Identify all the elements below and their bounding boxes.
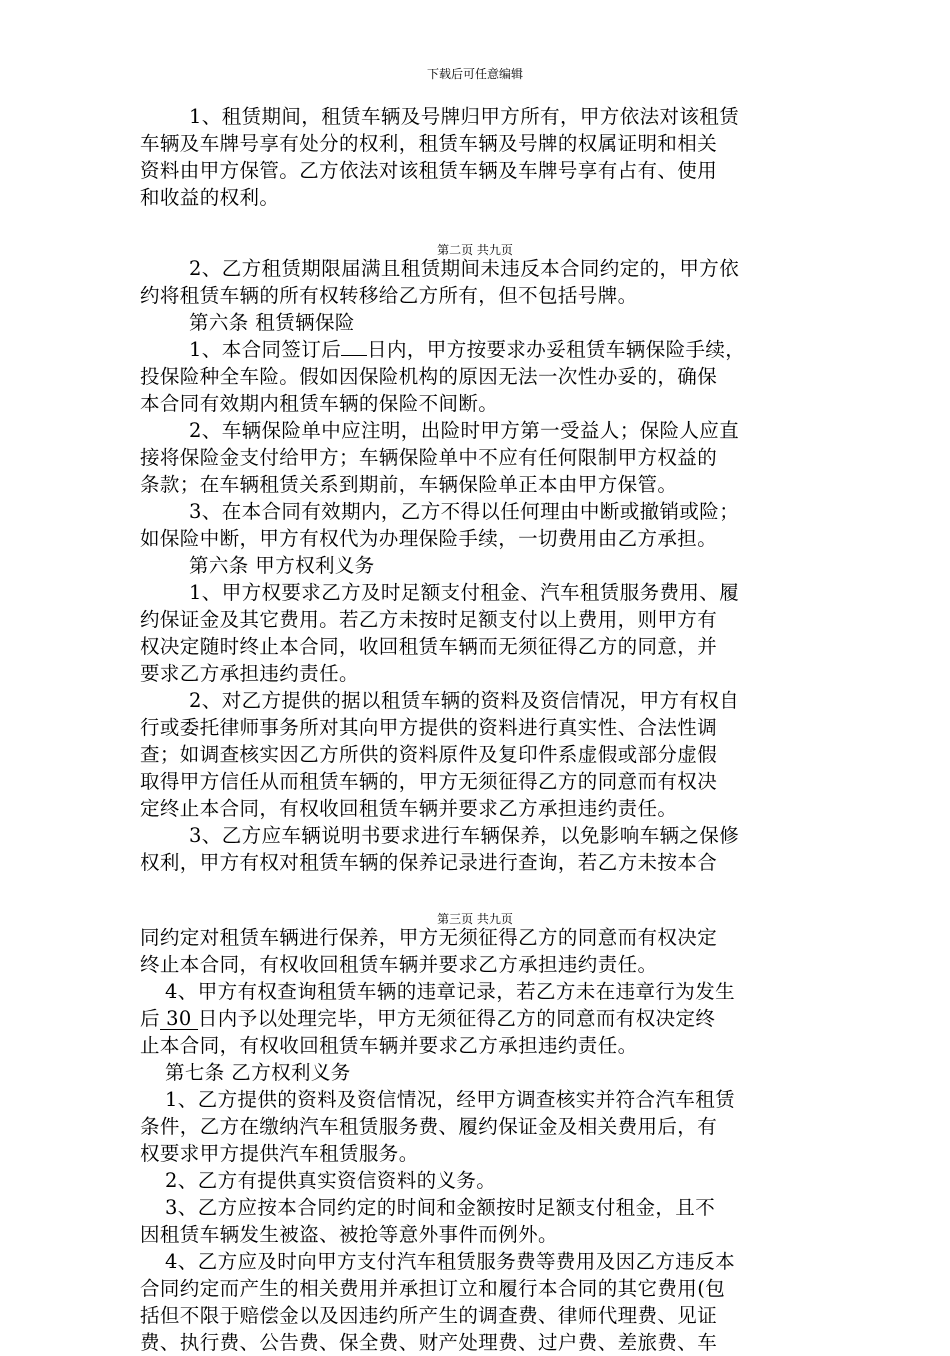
text-line xyxy=(140,1005,715,1032)
text-line: 接将保险金支付给甲方；车辆保险单中不应有任何限制甲方权益的 xyxy=(140,445,718,469)
page-marker: 第二页 共九页 xyxy=(437,243,513,257)
text-line: 第六条 甲方权利义务 xyxy=(189,553,375,577)
text-line: 第六条 租赁辆保险 xyxy=(189,310,355,334)
text-line: 资料由甲方保管。乙方依法对该租赁车辆及车牌号享有占有、使用 xyxy=(140,158,718,182)
text-line: 要求乙方承担违约责任。 xyxy=(140,661,359,685)
text-line: 权要求甲方提供汽车租赁服务。 xyxy=(140,1141,419,1165)
text-segment: 日内，甲方按要求办妥租赁车辆保险手续， xyxy=(367,337,746,361)
text-line: 条件，乙方在缴纳汽车租赁服务费、履约保证金及相关费用后，有 xyxy=(140,1114,718,1138)
text-line: 3、在本合同有效期内，乙方不得以任何理由中断或撤销或险； xyxy=(189,499,740,523)
text-segment: 日内予以处理完毕，甲方无须征得乙方的同意而有权决定终 xyxy=(197,1006,716,1030)
text-line: 4、甲方有权查询租赁车辆的违章记录，若乙方未在违章行为发生 xyxy=(165,979,736,1003)
text-line: 如保险中断，甲方有权代为办理保险手续，一切费用由乙方承担。 xyxy=(140,526,718,550)
text-segment: 1、本合同签订后 xyxy=(189,337,342,361)
text-line: 查；如调查核实因乙方所供的资料原件及复印件系虚假或部分虚假 xyxy=(140,742,718,766)
text-line: 1、乙方提供的资料及资信情况，经甲方调查核实并符合汽车租赁 xyxy=(165,1087,736,1111)
text-line: 约将租赁车辆的所有权转移给乙方所有，但不包括号牌。 xyxy=(140,283,638,307)
text-line: 行或委托律师事务所对其向甲方提供的资料进行真实性、合法性调 xyxy=(140,715,718,739)
text-line: 2、乙方租赁期限届满且租赁期间未违反本合同约定的，甲方依 xyxy=(189,256,740,280)
text-line: 约保证金及其它费用。若乙方未按时足额支付以上费用，则甲方有 xyxy=(140,607,718,631)
page-header: 下载后可任意编辑 xyxy=(426,67,523,81)
blank-underline xyxy=(341,355,367,356)
text-line: 合同约定而产生的相关费用并承担订立和履行本合同的其它费用(包 xyxy=(140,1276,726,1300)
text-line: 取得甲方信任从而租赁车辆的，甲方无须征得乙方的同意而有权决 xyxy=(140,769,718,793)
text-line: 2、乙方有提供真实资信资料的义务。 xyxy=(165,1168,497,1192)
text-line: 1、租赁期间，租赁车辆及号牌归甲方所有，甲方依法对该租赁 xyxy=(189,104,740,128)
text-line: 止本合同，有权收回租赁车辆并要求乙方承担违约责任。 xyxy=(140,1033,638,1057)
text-line: 权利，甲方有权对租赁车辆的保养记录进行查询，若乙方未按本合 xyxy=(140,850,718,874)
text-line: 车辆及车牌号享有处分的权利，租赁车辆及号牌的权属证明和相关 xyxy=(140,131,718,155)
text-line: 费、执行费、公告费、保全费、财产处理费、过户费、差旅费、车 xyxy=(140,1330,718,1354)
text-line: 条款；在车辆租赁关系到期前，车辆保险单正本由甲方保管。 xyxy=(140,472,678,496)
text-line: 终止本合同，有权收回租赁车辆并要求乙方承担违约责任。 xyxy=(140,952,658,976)
text-line: 权决定随时终止本合同，收回租赁车辆而无须征得乙方的同意，并 xyxy=(140,634,718,658)
text-line: 括但不限于赔偿金以及因违约所产生的调查费、律师代理费、见证 xyxy=(140,1303,718,1327)
text-segment: 后 xyxy=(140,1006,160,1030)
text-line: 4、乙方应及时向甲方支付汽车租赁服务费等费用及因乙方违反本 xyxy=(165,1249,736,1273)
text-line: 和收益的权利。 xyxy=(140,185,280,209)
text-line: 同约定对租赁车辆进行保养，甲方无须征得乙方的同意而有权决定 xyxy=(140,925,718,949)
blank-underline: 30 xyxy=(160,1008,198,1030)
text-line: 1、甲方权要求乙方及时足额支付租金、汽车租赁服务费用、履 xyxy=(189,580,740,604)
text-line: 定终止本合同，有权收回租赁车辆并要求乙方承担违约责任。 xyxy=(140,796,678,820)
text-line: 2、对乙方提供的据以租赁车辆的资料及资信情况，甲方有权自 xyxy=(189,688,740,712)
text-line: 2、车辆保险单中应注明，出险时甲方第一受益人；保险人应直 xyxy=(189,418,740,442)
page-marker: 第三页 共九页 xyxy=(437,912,513,926)
text-line: 第七条 乙方权利义务 xyxy=(165,1060,351,1084)
text-line: 3、乙方应车辆说明书要求进行车辆保养，以免影响车辆之保修 xyxy=(189,823,740,847)
text-line: 本合同有效期内租赁车辆的保险不间断。 xyxy=(140,391,499,415)
text-line: 3、乙方应按本合同约定的时间和金额按时足额支付租金，且不 xyxy=(165,1195,716,1219)
text-line: 投保险种全车险。假如因保险机构的原因无法一次性办妥的，确保 xyxy=(140,364,718,388)
text-line xyxy=(189,336,745,363)
text-line: 因租赁车辆发生被盗、被抢等意外事件而例外。 xyxy=(140,1222,558,1246)
